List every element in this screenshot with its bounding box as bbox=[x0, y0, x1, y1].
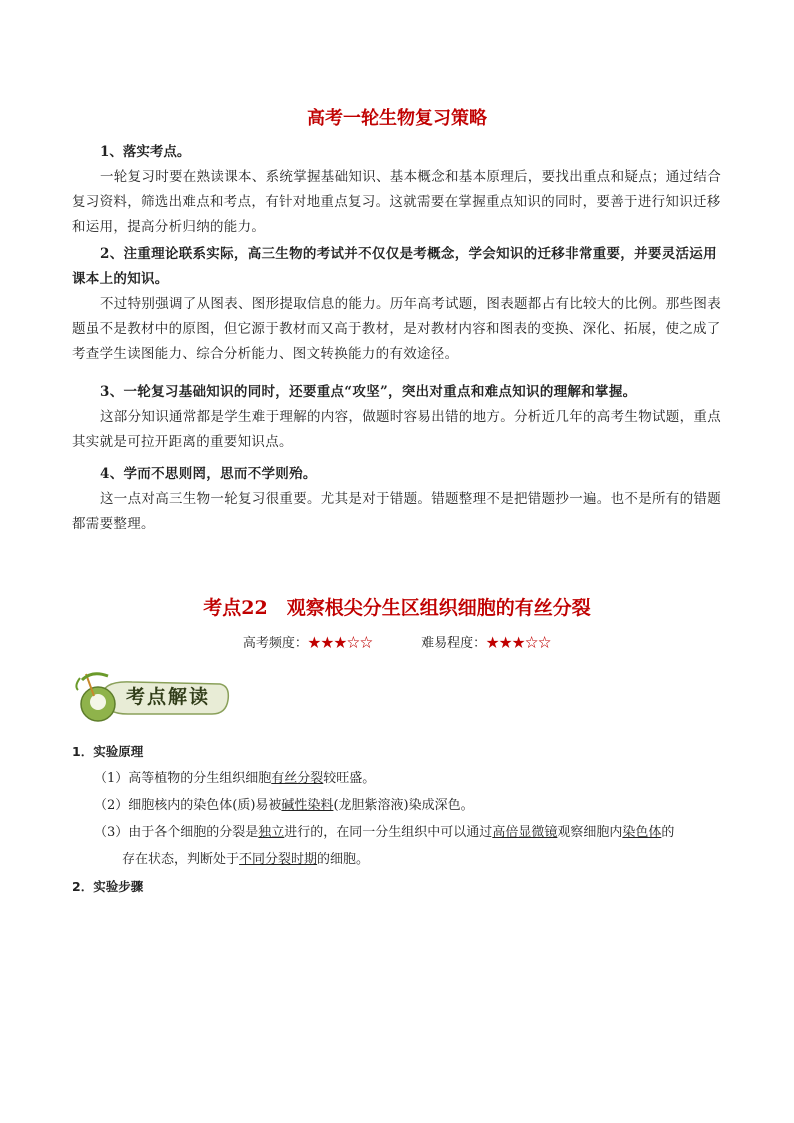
principle-item-3-cont-underlined: 不同分裂时期 bbox=[239, 852, 318, 867]
section-1-paragraph: 一轮复习时要在熟读课本、系统掌握基础知识、基本概念和基本原理后，要找出重点和疑点；通过结合复习资料，筛选出难点和考点，有针对地重点复习。这就需要在掌握重点知识的同时，要善于进行知识迁移和运用，提高分析归纳的能力。 bbox=[72, 169, 721, 235]
frequency-difficulty-line bbox=[0, 632, 794, 651]
frequency-label: 高考频度： bbox=[242, 636, 308, 651]
section-2-paragraph: 不过特别强调了从图表、图形提取信息的能力。历年高考试题，图表题都占有比较大的比例。那些图表题虽不是教材中的原图，但它源于教材而又高于教材，是对教材内容和图表的变换、深化、拓展，使之成了考查学生读图能力、综合分析能力、图文转换能力的有效途径。 bbox=[72, 296, 721, 362]
section-4 bbox=[72, 462, 722, 537]
principle-item-3-text-a: （3）由于各个细胞的分裂是 bbox=[94, 825, 259, 840]
principle-heading: 1．实验原理 bbox=[72, 744, 144, 759]
principle-item-2-text-a: （2）细胞核内的染色体(质)易被 bbox=[94, 798, 282, 813]
principle-item-3-continued bbox=[72, 846, 732, 873]
section-4-heading: 4、学而不思则罔，思而不学则殆。 bbox=[100, 466, 317, 482]
principle-item-3-text-c: 观察细胞内 bbox=[557, 825, 623, 840]
kaodian-jiedu-badge bbox=[72, 668, 232, 728]
principle-item-3-underlined-1: 独立 bbox=[258, 825, 285, 840]
document-title: 高考一轮生物复习策略 bbox=[307, 108, 487, 129]
principle-item-3-cont-b: 的细胞。 bbox=[317, 852, 370, 867]
badge-label: 考点解读 bbox=[126, 686, 211, 708]
difficulty-label: 难易程度： bbox=[421, 636, 487, 651]
principle-item-3-text-b: 进行的，在同一分生组织中可以通过 bbox=[284, 825, 493, 840]
steps-heading: 2．实验步骤 bbox=[72, 879, 144, 894]
principle-item-3 bbox=[72, 819, 732, 846]
principle-item-3-cont-a: 存在状态，判断处于 bbox=[122, 852, 240, 867]
section-1 bbox=[72, 140, 722, 240]
kaodian-title: 考点22 观察根尖分生区组织细胞的有丝分裂 bbox=[203, 597, 591, 619]
principle-item-2-text-b: (龙胆紫溶液)染成深色。 bbox=[333, 798, 474, 813]
principle-item-3-text-d: 的 bbox=[661, 825, 675, 840]
principle-item-1-underlined: 有丝分裂 bbox=[271, 771, 324, 786]
principle-item-3-underlined-3: 染色体 bbox=[622, 825, 662, 840]
principle-item-2-underlined: 碱性染料 bbox=[281, 798, 334, 813]
section-2 bbox=[72, 242, 722, 367]
principle-item-1 bbox=[72, 765, 732, 792]
frequency-stars: ★★★☆☆ bbox=[307, 636, 373, 651]
section-3-heading: 3、一轮复习基础知识的同时，还要重点“攻坚”，突出对重点和难点知识的理解和掌握。 bbox=[100, 384, 637, 400]
difficulty-stars: ★★★☆☆ bbox=[486, 636, 552, 651]
principle-item-3-underlined-2: 高倍显微镜 bbox=[492, 825, 558, 840]
section-3-paragraph: 这部分知识通常都是学生难于理解的内容，做题时容易出错的地方。分析近几年的高考生物试题，重点其实就是可拉开距离的重要知识点。 bbox=[72, 409, 721, 450]
experiment-principle bbox=[72, 738, 732, 900]
principle-item-2 bbox=[72, 792, 732, 819]
section-2-heading: 2、注重理论联系实际，高三生物的考试并不仅仅是考概念，学会知识的迁移非常重要，并要灵活运用课本上的知识。 bbox=[72, 246, 717, 287]
principle-item-1-text-a: （1）高等植物的分生组织细胞 bbox=[94, 771, 272, 786]
principle-item-1-text-b: 较旺盛。 bbox=[323, 771, 376, 786]
section-1-heading: 1、落实考点。 bbox=[100, 144, 191, 160]
section-3 bbox=[72, 380, 722, 455]
section-4-paragraph: 这一点对高三生物一轮复习很重要。尤其是对于错题。错题整理不是把错题抄一遍。也不是所有的错题都需要整理。 bbox=[72, 491, 721, 532]
